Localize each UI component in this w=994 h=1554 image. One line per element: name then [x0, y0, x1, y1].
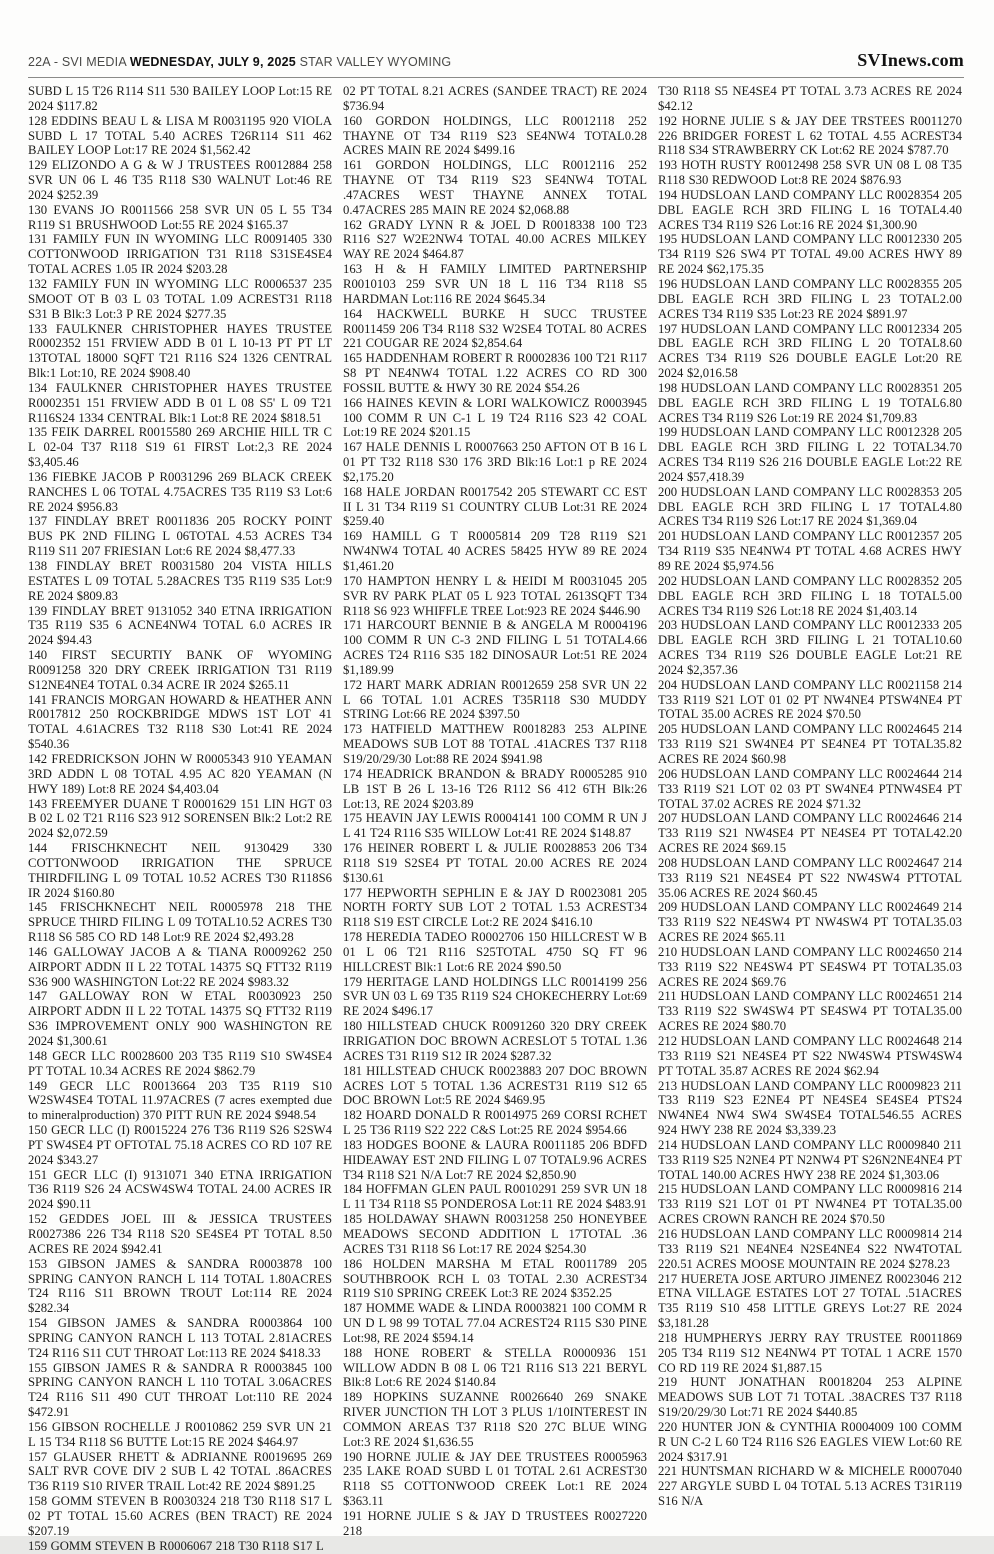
notice-entry: 02 PT TOTAL 8.21 ACRES (SANDEE TRACT) RE 2024 $736.94: [343, 84, 647, 113]
notice-entry: 215 HUDSLOAN LAND COMPANY LLC R0009816 214 T33 R119 S21 LOT 01 PT NW4NE4 PT TOTAL35.00 ACRES CROWN RANCH RE 2024 $70.50: [658, 1182, 962, 1227]
notice-entry: 174 HEADRICK BRANDON & BRADY R0005285 910 LB 1ST B 26 L 13-16 T26 R112 S6 412 6TH Blk:26 Lot:13, RE 2024 $203.89: [343, 766, 647, 811]
notice-entry: 216 HUDSLOAN LAND COMPANY LLC R0009814 214 T33 R119 S21 NE4NE4 N2SE4NE4 S22 NW4TOTAL 220.51 ACRES MOOSE MOUNTAIN RE 2024 $278.23: [658, 1226, 962, 1271]
notice-entry: 156 GIBSON ROCHELLE J R0010862 259 SVR UN 21 L 15 T34 R118 S6 BUTTE Lot:15 RE 2024 $464.97: [28, 1419, 332, 1449]
notice-entry: 152 GEDDES JOEL III & JESSICA TRUSTEES R0027386 226 T34 R118 S20 SE4SE4 PT TOTAL 8.50 ACRES RE 2024 $942.41: [28, 1212, 332, 1256]
notice-entry: 146 GALLOWAY JACOB A & TIANA R0009262 250 AIRPORT ADDN II L 22 TOTAL 14375 SQ FTT32 R119 S36 900 WASHINGTON Lot:22 RE 2024 $983.32: [28, 944, 332, 989]
notice-entry: 137 FINDLAY BRET R0011836 205 ROCKY POINT BUS PK 2ND FILING L 06TOTAL 4.53 ACRES T34 R119 S11 207 FRIESIAN Lot:6 RE 2024 $8,477.33: [28, 514, 332, 559]
notice-entry: 188 HONE ROBERT & STELLA R0000936 151 WILLOW ADDN B 08 L 06 T21 R116 S13 221 BERYL Blk:8 Lot:6 RE 2024 $140.84: [343, 1345, 647, 1390]
notice-entry: 170 HAMPTON HENRY L & HEIDI M R0031045 205 SVR RV PARK PLAT 05 L 923 TOTAL 2613SQFT T34 R118 S6 923 WHIFFLE TREE Lot:923 RE 2024 $446.90: [343, 573, 647, 618]
notice-entry: 150 GECR LLC (I) R0015224 276 T36 R119 S26 S2SW4 PT SW4SE4 PT OFTOTAL 75.18 ACRES CO RD 107 RE 2024 $343.27: [28, 1123, 332, 1167]
notice-entry: 155 GIBSON JAMES R & SANDRA R R0003845 100 SPRING CANYON RANCH L 110 TOTAL 3.06ACRES T24 R116 S11 490 CUT THROAT Lot:110 RE 2024 $472.91: [28, 1360, 332, 1420]
notice-entry: 147 GALLOWAY RON W ETAL R0030923 250 AIRPORT ADDN II L 22 TOTAL 14375 SQ FTT32 R119 S36 IMPROVEMENT ONLY 900 WASHINGTON RE 2024 $1,300.61: [28, 989, 332, 1048]
notice-entry: 178 HEREDIA TADEO R0002706 150 HILLCREST W B 01 L 06 T21 R116 S25TOTAL 4750 SQ FT 96 HILLCREST Blk:1 Lot:6 RE 2024 $90.50: [343, 930, 647, 974]
notice-entry: 220 HUNTER JON & CYNTHIA R0004009 100 COMM R UN C-2 L 60 T24 R116 S26 EAGLES VIEW Lot:60 RE 2024 $317.91: [658, 1419, 962, 1464]
notice-entry: 212 HUDSLOAN LAND COMPANY LLC R0024648 214 T33 R119 S21 NE4SE4 PT S22 NW4SW4 PTSW4SW4 PT TOTAL 35.87 ACRES RE 2024 $62.94: [658, 1034, 962, 1078]
notice-entry: 148 GECR LLC R0028600 203 T35 R119 S10 SW4SE4 PT TOTAL 10.34 ACRES RE 2024 $862.79: [28, 1048, 332, 1078]
notice-entry: 173 HATFIELD MATTHEW R0018283 253 ALPINE MEADOWS SUB LOT 88 TOTAL .41ACRES T37 R118 S19/20/29/30 Lot:88 RE 2024 $941.98: [343, 722, 647, 766]
notice-entry: 213 HUDSLOAN LAND COMPANY LLC R0009823 211 T33 R119 S23 E2NE4 PT NE4SE4 SE4SE4 PTS24 NW4NE4 NW4 SW4 SW4SE4 TOTAL546.55 ACRES 924 HWY 238 RE 2024 $3,339.23: [658, 1078, 962, 1138]
page-label: 22A - SVI MEDIA: [28, 55, 127, 69]
notice-entry: 181 HILLSTEAD CHUCK R0023883 207 DOC BROWN ACRES LOT 5 TOTAL 1.36 ACREST31 R119 S12 65 DOC BROWN Lot:5 RE 2024 $469.95: [343, 1063, 647, 1108]
notice-entry: 138 FINDLAY BRET R0031580 204 VISTA HILLS ESTATES L 09 TOTAL 5.28ACRES T35 R119 S35 Lot:9 RE 2024 $809.83: [28, 559, 332, 603]
notice-entry: 145 FRISCHKNECHT NEIL R0005978 218 THE SPRUCE THIRD FILING L 09 TOTAL10.52 ACRES T30 R118 S6 585 CO RD 148 Lot:9 RE 2024 $2,493.28: [28, 900, 332, 945]
notice-entry: 159 GOMM STEVEN B R0006067 218 T30 R118 S17 L: [28, 1538, 324, 1553]
notice-entry: 172 HART MARK ADRIAN R0012659 258 SVR UN 22 L 66 TOTAL 1.01 ACRES T35R118 S30 MUDDY STRING Lot:66 RE 2024 $397.50: [343, 677, 647, 722]
notice-entry: 163 H & H FAMILY LIMITED PARTNERSHIP R0010103 259 SVR UN 18 L 116 T34 R118 S5 HARDMAN Lot:116 RE 2024 $645.34: [343, 262, 647, 306]
notice-entry: 151 GECR LLC (I) 9131071 340 ETNA IRRIGATION T36 R119 S26 24 ACSW4SW4 TOTAL 24.00 ACRES IR 2024 $90.11: [28, 1167, 332, 1212]
notice-entry: 169 HAMILL G T R0005814 209 T28 R119 S21 NW4NW4 TOTAL 40 ACRES 58425 HYW 89 RE 2024 $1,461.20: [343, 529, 647, 573]
issue-date: WEDNESDAY, JULY 9, 2025: [129, 55, 296, 69]
notice-entry: 175 HEAVIN JAY LEWIS R0004141 100 COMM R UN J L 41 T24 R116 S35 WILLOW Lot:41 RE 2024 $148.87: [343, 811, 647, 841]
notice-entry: 182 HOARD DONALD R R0014975 269 CORSI RCHET L 25 T36 R119 S22 222 C&S Lot:25 RE 2024 $954.66: [343, 1108, 647, 1138]
notice-column-2: [343, 84, 647, 1554]
notice-entry: 157 GLAUSER RHETT & ADRIANNE R0019695 269 SALT RVR COVE DIV 2 SUB L 42 TOTAL .86ACRES T36 R119 S10 RIVER TRAIL Lot:42 RE 2024 $891.25: [28, 1449, 332, 1494]
notice-entry: 198 HUDSLOAN LAND COMPANY LLC R0028351 205 DBL EAGLE RCH 3RD FILING L 19 TOTAL6.80 ACRES T34 R119 S26 Lot:19 RE 2024 $1,709.83: [658, 380, 962, 425]
notice-entry: 128 EDDINS BEAU L & LISA M R0031195 920 VIOLA SUBD L 17 TOTAL 5.40 ACRES T26R114 S11 462 BAILEY LOOP Lot:17 RE 2024 $1,562.42: [28, 113, 332, 158]
notice-column-1: [28, 84, 332, 1554]
notice-entry: 158 GOMM STEVEN B R0030324 218 T30 R118 S17 L 02 PT TOTAL 15.60 ACRES (BEN TRACT) RE 2024 $207.19: [28, 1494, 332, 1538]
notice-entry: 142 FREDRICKSON JOHN W R0005343 910 YEAMAN 3RD ADDN L 08 TOTAL 4.95 AC 820 YEAMAN (N HWY 189) Lot:8 RE 2024 $4,403.04: [28, 751, 332, 796]
notice-entry: 214 HUDSLOAN LAND COMPANY LLC R0009840 211 T33 R119 S25 N2NE4 PT N2NW4 PT S26N2NE4NE4 PT TOTAL 140.00 ACRES HWY 238 RE 2024 $1,303.06: [658, 1137, 962, 1182]
notice-entry: 196 HUDSLOAN LAND COMPANY LLC R0028355 205 DBL EAGLE RCH 3RD FILING L 23 TOTAL2.00 ACRES T34 R119 S35 Lot:23 RE 2024 $891.97: [658, 276, 962, 321]
notice-entry: 134 FAULKNER CHRISTOPHER HAYES TRUSTEE R0002351 151 FRVIEW ADD B 01 L 08 S5' L 09 T21 R116S24 1334 CENTRAL Blk:1 Lot:8 RE 2024 $818.51: [28, 380, 332, 425]
notice-entry: 183 HODGES BOONE & LAURA R0011185 206 BDFD HIDEAWAY EST 2ND FILING L 07 TOTAL9.96 ACRES T34 R118 S21 N/A Lot:7 RE 2024 $2,850.90: [343, 1137, 647, 1182]
notice-entry: 218 HUMPHERYS JERRY RAY TRUSTEE R0011869 205 T34 R119 S12 NE4NW4 PT TOTAL 1 ACRE 1570 CO RD 119 RE 2024 $1,887.15: [658, 1330, 962, 1375]
notice-entry: 144 FRISCHKNECHT NEIL 9130429 330 COTTONWOOD IRRIGATION THE SPRUCE THIRDFILING L 09 TOTAL 10.52 ACRES T30 R118S6 IR 2024 $160.80: [28, 841, 332, 900]
notice-entry: 186 HOLDEN MARSHA M ETAL R0011789 205 SOUTHBROOK RCH L 03 TOTAL 2.30 ACREST34 R119 S10 SPRING CREEK Lot:3 RE 2024 $352.25: [343, 1256, 647, 1301]
notice-entry: 206 HUDSLOAN LAND COMPANY LLC R0024644 214 T33 R119 S21 LOT 02 03 PT SW4NE4 PTNW4SE4 PT TOTAL 37.02 ACRES RE 2024 $71.32: [658, 766, 962, 811]
notice-entry: 140 FIRST SECURTIY BANK OF WYOMING R0091258 320 DRY CREEK IRRIGATION T31 R119 S12NE4NE4 TOTAL 0.34 ACRE IR 2024 $265.11: [28, 648, 332, 692]
notice-entry: 202 HUDSLOAN LAND COMPANY LLC R0028352 205 DBL EAGLE RCH 3RD FILING L 18 TOTAL5.00 ACRES T34 R119 S26 Lot:18 RE 2024 $1,403.14: [658, 573, 962, 618]
notice-entry: 197 HUDSLOAN LAND COMPANY LLC R0012334 205 DBL EAGLE RCH 3RD FILING L 20 TOTAL8.60 ACRES T34 R119 S26 DOUBLE EAGLE Lot:20 RE 2024 $2,016.58: [658, 321, 962, 381]
notice-entry: T30 R118 S5 NE4SE4 PT TOTAL 3.73 ACRES RE 2024 $42.12: [658, 84, 962, 113]
notice-entry: 153 GIBSON JAMES & SANDRA R0003878 100 SPRING CANYON RANCH L 114 TOTAL 1.80ACRES T24 R116 S11 BROWN TROUT Lot:114 RE 2024 $282.34: [28, 1256, 332, 1316]
notice-entry: 132 FAMILY FUN IN WYOMING LLC R0006537 235 SMOOT OT B 03 L 03 TOTAL 1.09 ACREST31 R118 S31 B Blk:3 Lot:3 P RE 2024 $277.35: [28, 276, 332, 321]
notice-entry: 180 HILLSTEAD CHUCK R0091260 320 DRY CREEK IRRIGATION DOC BROWN ACRESLOT 5 TOTAL 1.36 ACRES T31 R119 S12 IR 2024 $287.32: [343, 1019, 647, 1063]
notice-entry: 133 FAULKNER CHRISTOPHER HAYES TRUSTEE R0002352 151 FRVIEW ADD B 01 L 10-13 PT PT LT 13TOTAL 18000 SQFT T21 R116 S24 1326 CENTRAL Blk:1 Lot:10, RE 2024 $908.40: [28, 321, 332, 381]
notice-entry: 184 HOFFMAN GLEN PAUL R0010291 259 SVR UN 18 L 11 T34 R118 S5 PONDEROSA Lot:11 RE 2024 $483.91: [343, 1182, 647, 1212]
notice-entry: 168 HALE JORDAN R0017542 205 STEWART CC EST II L 31 T34 R119 S1 COUNTRY CLUB Lot:31 RE 2024 $259.40: [343, 484, 647, 529]
notice-entry: 187 HOMME WADE & LINDA R0003821 100 COMM R UN D L 98 99 TOTAL 77.04 ACREST24 R115 S30 PINE Lot:98, RE 2024 $594.14: [343, 1301, 647, 1345]
notice-entry: 192 HORNE JULIE S & JAY DEE TRSTEES R0011270 226 BRIDGER FOREST L 62 TOTAL 4.55 ACREST34 R118 S34 STRAWBERRY CK Lot:62 RE 2024 $787.70: [658, 113, 962, 158]
website-label: SVInews.com: [857, 50, 964, 70]
notice-entry: 179 HERITAGE LAND HOLDINGS LLC R0014199 256 SVR UN 03 L 69 T35 R119 S24 CHOKECHERRY Lot:69 RE 2024 $496.17: [343, 974, 647, 1019]
notice-entry: 135 FEIK DARREL R0015580 269 ARCHIE HILL TR C L 02-04 T37 R118 S19 61 FIRST Lot:2,3 RE 2024 $3,405.46: [28, 425, 332, 470]
notice-entry: 219 HUNT JONATHAN R0018204 253 ALPINE MEADOWS SUB LOT 71 TOTAL .38ACRES T37 R118 S19/20/29/30 Lot:71 RE 2024 $440.85: [658, 1375, 962, 1420]
notice-entry: SUBD L 15 T26 R114 S11 530 BAILEY LOOP Lot:15 RE 2024 $117.82: [28, 84, 332, 113]
location-label: STAR VALLEY WYOMING: [299, 55, 452, 69]
notice-entry: 208 HUDSLOAN LAND COMPANY LLC R0024647 214 T33 R119 S21 NE4SE4 PT S22 NW4SW4 PTTOTAL 35.06 ACRES RE 2024 $60.45: [658, 855, 962, 900]
notice-entry: 221 HUNTSMAN RICHARD W & MICHELE R0007040 227 ARGYLE SUBD L 04 TOTAL 5.13 ACRES T31R119 S16 N/A: [658, 1464, 962, 1509]
notice-entry: 217 HUERETA JOSE ARTURO JIMENEZ R0023046 212 ETNA VILLAGE ESTATES LOT 27 TOTAL .51ACRES T35 R119 S10 458 LITTLE GREYS Lot:27 RE 2024 $3,181.28: [658, 1271, 962, 1331]
notice-entry: 129 ELIZONDO A G & W J TRUSTEES R0012884 258 SVR UN 06 L 46 T35 R118 S30 WALNUT Lot:46 RE 2024 $252.39: [28, 158, 332, 202]
masthead: [28, 50, 964, 78]
notice-entry: 143 FREEMYER DUANE T R0001629 151 LIN HGT 03 B 02 L 02 T21 R116 S23 912 SORENSEN Blk:2 Lot:2 RE 2024 $2,072.59: [28, 796, 332, 841]
notice-entry: 189 HOPKINS SUZANNE R0026640 269 SNAKE RIVER JUNCTION TH LOT 3 PLUS 1/10INTEREST IN COMMON AREAS T37 R118 S20 27C BLUE WING Lot:3 RE 2024 $1,636.55: [343, 1390, 647, 1449]
notice-entry: 210 HUDSLOAN LAND COMPANY LLC R0024650 214 T33 R119 S22 NE4SW4 PT SE4SW4 PT TOTAL35.03 ACRES RE 2024 $69.76: [658, 944, 962, 989]
notice-entry: 200 HUDSLOAN LAND COMPANY LLC R0028353 205 DBL EAGLE RCH 3RD FILING L 17 TOTAL4.80 ACRES T34 R119 S26 Lot:17 RE 2024 $1,369.04: [658, 484, 962, 529]
notice-entry: 199 HUDSLOAN LAND COMPANY LLC R0012328 205 DBL EAGLE RCH 3RD FILING L 22 TOTAL34.70 ACRES T34 R119 S26 216 DOUBLE EAGLE Lot:22 RE 2024 $57,418.39: [658, 425, 962, 484]
notice-entry: 131 FAMILY FUN IN WYOMING LLC R0091405 330 COTTONWOOD IRRIGATION T31 R118 S31SE4SE4 TOTAL ACRES 1.05 IR 2024 $203.28: [28, 232, 332, 277]
notice-entry: 205 HUDSLOAN LAND COMPANY LLC R0024645 214 T33 R119 S21 SW4NE4 PT SE4NE4 PT TOTAL35.82 ACRES RE 2024 $60.98: [658, 722, 962, 766]
notice-entry: 207 HUDSLOAN LAND COMPANY LLC R0024646 214 T33 R119 S21 NW4SE4 PT NE4SE4 PT TOTAL42.20 ACRES RE 2024 $69.15: [658, 811, 962, 856]
notice-entry: 185 HOLDAWAY SHAWN R0031258 250 HONEYBEE MEADOWS SECOND ADDITION L 17TOTAL .36 ACRES T31 R118 S6 Lot:17 RE 2024 $254.30: [343, 1212, 647, 1256]
notice-entry: 141 FRANCIS MORGAN HOWARD & HEATHER ANN R0017812 250 ROCKBRIDGE MDWS 1ST LOT 41 TOTAL 4.61ACRES T32 R118 S30 Lot:41 RE 2024 $540.36: [28, 692, 332, 752]
notice-entry: 191 HORNE JULIE S & JAY D TRUSTEES R0027220 218: [343, 1509, 647, 1538]
notice-entry: 162 GRADY LYNN R & JOEL D R0018338 100 T23 R116 S27 W2E2NW4 TOTAL 40.00 ACRES MILKEY WAY RE 2024 $464.87: [343, 217, 647, 262]
notice-entry: 160 GORDON HOLDINGS, LLC R0012118 252 THAYNE OT T34 R119 S23 SE4NW4 TOTAL0.28 ACRES MAIN RE 2024 $499.16: [343, 113, 647, 158]
notice-entry: 190 HORNE JULIE & JAY DEE TRUSTEES R0005963 235 LAKE ROAD SUBD L 01 TOTAL 2.61 ACREST30 R118 S5 COTTONWOOD CREEK Lot:1 RE 2024 $363.11: [343, 1449, 647, 1509]
notice-entry: 139 FINDLAY BRET 9131052 340 ETNA IRRIGATION T35 R119 S35 6 ACNE4NW4 TOTAL 6.0 ACRES IR 2024 $94.43: [28, 603, 332, 648]
notice-entry: 149 GECR LLC R0013664 203 T35 R119 S10 W2SW4SE4 TOTAL 11.97ACRES (7 acres exempted due to mineralproduction) 370 PITT RUN RE 2024 $948.54: [28, 1078, 332, 1123]
notice-entry: 166 HAINES KEVIN & LORI WALKOWICZ R0003945 100 COMM R UN C-1 L 19 T24 R116 S23 42 COAL Lot:19 RE 2024 $201.15: [343, 395, 647, 440]
notice-entry: 161 GORDON HOLDINGS, LLC R0012116 252 THAYNE OT T34 R119 S23 SE4NW4 TOTAL .47ACRES WEST THAYNE ANNEX TOTAL 0.47ACRES 285 MAIN RE 2024 $2,068.88: [343, 158, 647, 217]
notice-entry: 167 HALE DENNIS L R0007663 250 AFTON OT B 16 L 01 PT T32 R118 S30 176 3RD Blk:16 Lot:1 p RE 2024 $2,175.20: [343, 440, 647, 484]
notice-entry: 211 HUDSLOAN LAND COMPANY LLC R0024651 214 T33 R119 S22 SW4SW4 PT SE4SW4 PT TOTAL35.00 ACRES RE 2024 $80.70: [658, 989, 962, 1034]
notice-entry: 193 HOTH RUSTY R0012498 258 SVR UN 08 L 08 T35 R118 S30 REDWOOD Lot:8 RE 2024 $876.93: [658, 158, 962, 188]
notice-entry: 203 HUDSLOAN LAND COMPANY LLC R0012333 205 DBL EAGLE RCH 3RD FILING L 21 TOTAL10.60 ACRES T34 R119 S26 DOUBLE EAGLE Lot:21 RE 2024 $2,357.36: [658, 618, 962, 677]
notice-entry: 165 HADDENHAM ROBERT R R0002836 100 T21 R117 S8 PT NE4NW4 TOTAL 1.22 ACRES CO RD 300 FOSSIL BUTTE & HWY 30 RE 2024 $54.26: [343, 351, 647, 395]
notice-entry: 176 HEINER ROBERT L & JULIE R0028853 206 T34 R118 S19 S2SE4 PT TOTAL 20.00 ACRES RE 2024 $130.61: [343, 841, 647, 885]
notice-entry: 171 HARCOURT BENNIE B & ANGELA M R0004196 100 COMM R UN C-3 2ND FILING L 51 TOTAL4.66 ACRES T24 R116 S35 182 DINOSAUR Lot:51 RE 2024 $1,189.99: [343, 618, 647, 677]
notice-entry: 130 EVANS JO R0011566 258 SVR UN 05 L 55 T34 R119 S1 BRUSHWOOD Lot:55 RE 2024 $165.37: [28, 202, 332, 232]
notice-column-3: [658, 84, 962, 1554]
notice-entry: 136 FIEBKE JACOB P R0031296 269 BLACK CREEK RANCHES L 06 TOTAL 4.75ACRES T35 R119 S3 Lot:6 RE 2024 $956.83: [28, 469, 332, 514]
notice-entry: 201 HUDSLOAN LAND COMPANY LLC R0012357 205 T34 R119 S35 NE4NW4 PT TOTAL 4.68 ACRES HWY 89 RE 2024 $5,974.56: [658, 529, 962, 573]
notice-entry: 209 HUDSLOAN LAND COMPANY LLC R0024649 214 T33 R119 S22 NE4SW4 PT NW4SW4 PT TOTAL35.03 ACRES RE 2024 $65.11: [658, 900, 962, 945]
notice-entry: 164 HACKWELL BURKE H SUCC TRUSTEE R0011459 206 T34 R118 S32 W2SE4 TOTAL 80 ACRES 221 COUGAR RE 2024 $2,854.64: [343, 306, 647, 351]
notice-entry: 154 GIBSON JAMES & SANDRA R0003864 100 SPRING CANYON RANCH L 113 TOTAL 2.81ACRES T24 R116 S11 CUT THROAT Lot:113 RE 2024 $418.33: [28, 1316, 332, 1360]
notice-entry: 194 HUDSLOAN LAND COMPANY LLC R0028354 205 DBL EAGLE RCH 3RD FILING L 16 TOTAL4.40 ACRES T34 R119 S26 Lot:16 RE 2024 $1,300.90: [658, 187, 962, 232]
notice-entry: 177 HEPWORTH SEPHLIN E & JAY D R0023081 205 NORTH FORTY SUB LOT 2 TOTAL 1.53 ACREST34 R118 S19 EST CIRCLE Lot:2 RE 2024 $416.10: [343, 885, 647, 930]
notice-entry: 195 HUDSLOAN LAND COMPANY LLC R0012330 205 T34 R119 S26 SW4 PT TOTAL 49.00 ACRES HWY 89 RE 2024 $62,175.35: [658, 232, 962, 277]
notice-entry: 204 HUDSLOAN LAND COMPANY LLC R0021158 214 T33 R119 S21 LOT 01 02 PT NW4NE4 PTSW4NE4 PT TOTAL 35.00 ACRES RE 2024 $70.50: [658, 677, 962, 722]
masthead-left: [28, 55, 451, 69]
notice-columns: [28, 84, 962, 1554]
